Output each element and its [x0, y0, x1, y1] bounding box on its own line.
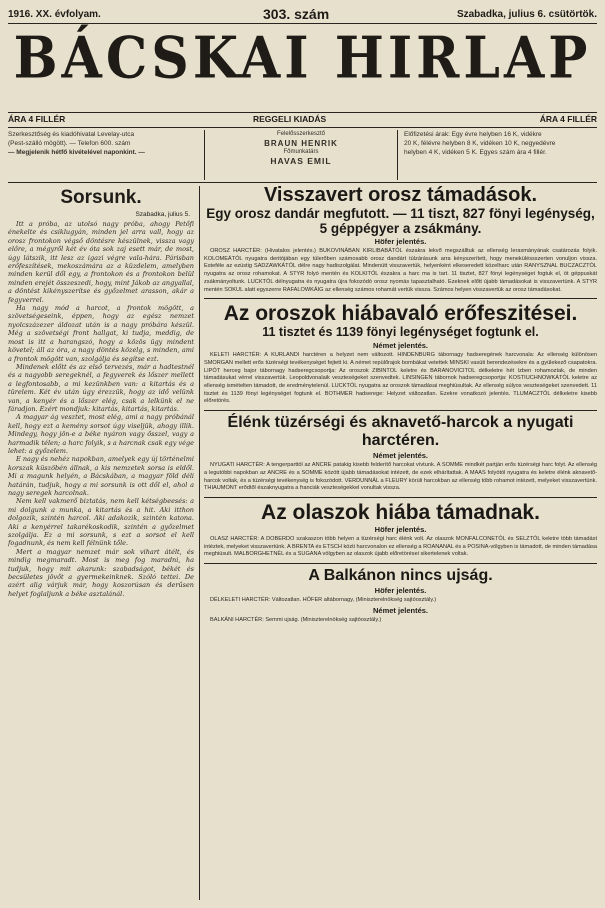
editorial-paragraph: Itt a próba, az utolsó nagy próba, ahogy Petőfi énekelte és csiklugyán, minden jel arra vall, hogy az orosz frontokon végső döntésre készülnek, vissza vagy előre, a mégyről két év óta sok zaj esett már, de most, úgy látszik, itt lesz az igazi végre vala-hára. Párisban erőfeszítések, mekoszámára az a küzdelem, amelyben minden kerül dől egy, a frontokon és a frontokon belül minden erejét összeszedi, hogy, mint Jákob az angyallal, a döntést kikényszerítse és győzelmet arasson, akár a fegyverrel.: [8, 220, 194, 304]
coworker-label: Főmunkatárs: [283, 149, 319, 155]
report-source: Német jelentés.: [372, 605, 429, 615]
report-text: KELETI HARCTÉR: A KURLANDI harctéren a helyzet nem változott. HINDENBURG tábornagy hadseregének harcvonala: Az ellenség különösen SMORGAN mellett erős tüzérségi tevékenységet fejtett ki. A német repülőrajok bombákat vetettek MINSKI vasúti berendezésekre és a gyülekező csapatokra. LIPÓT herceg bajor tábornagy hadseregcsoportja: Az oroszok ZIBINTOL keletre és BARANOVICITOL délkeletre hét ízben rohamoztak, de minden támadásukat vérrel visszavertük. Leopoldvonalaik veszteségeket szenvedtek. LINSINGEN tábornok hadseregcsoportja: KOSTIUCHNOWKÁTÓL keletre az ellenség ismételten támadott, de eredménytelenül. LUCKTÓL nyugatra az oroszok támadásai meghiúsultak. Az ellenség súlyos veszteségeket szenvedett. 11 tisztet és 1139 fönyi legénységet fogtunk el. BOTHMER hadserege: Helyzet változatlan. Ezekre vonatkozó jelentés. TLUMACZTÓL délkeletre kisebb előretörés.: [204, 352, 597, 405]
edition-label: REGGELI KIADÁS: [253, 114, 327, 124]
editorial-paragraph: Ha nagy mód a harcot, a frontok mögött, a szövetségeseink, éppen, hogy az egész nemzet nyolcszázezer áldozat után is a nagy próbára készül. Még a szövetségi front hallgat, ki tudja, meddig, de most is itt a harangszó, hogy a közös ügy mindent követel; áll az óra, a nagy döntés közelg, s minden, ami a frontok mögött van, szolgálja és segítse ezt.: [8, 304, 194, 363]
editorial-paragraph: Mert a magyar nemzet már sok vihart átélt, és mindig megmaradt. Most is meg fog maradni, ha tudjuk, hogy mit akarunk: szabadságot, békét és becsületes jövőt a gyermekeinknek. Szóló tettei. De azért alig várjuk már, hogy koszorúsan és derűsen helyet foglaljunk a béke asztalánál.: [8, 547, 194, 598]
editorial-paragraph: E nagy és nehéz napokban, amelyek egy új történelmi korszak küszöbén állnak, a kis nemzetek sorsa is eldől. Mi a magunk helyén, a Bácskában, a magyar föld déli határán, tudjuk, hogy a mi sorsunk is ott dől el, ahol a nagy seregek harcolnak.: [8, 455, 194, 497]
report-source: Német jelentés.: [372, 341, 429, 351]
editor-info: [204, 130, 398, 180]
subscription-line: Előfizetési árak: Egy évre helyben 16 K, vidékre: [404, 131, 542, 138]
divider: [204, 497, 597, 498]
subscription-line: helyben 4 K, vidéken 5 K. Egyes szám ára 4 fillér.: [404, 149, 547, 156]
headline-western-front: Élénk tüzérségi és aknavető-harcok a nyugati harctéren.: [227, 414, 574, 450]
report-text: DÉLKELETI HARCTÉR: Változatlan. HÖFER altábornagy, (Miniszterelnökség sajtóosztály.): [210, 597, 437, 604]
editorial-paragraph: Mindenek előtt és az első tervezés, már a hadtestnél és a nagyobb seregeknél, a fegyverek és lőszer mellett a legfontosabb, a mi kezünkben van: a kitartás és a türelem. Két év után úgy érezzük, hogy az idő velünk van, a kenyér és a lőszer elég, csak a lelkünk el ne fáradjon. Ezért mondjuk: kitartás, kitartás, kitartás.: [8, 362, 194, 413]
issue-number: 303. szám: [263, 6, 330, 22]
divider: [8, 112, 597, 113]
report-source: Höfer jelentés.: [374, 524, 427, 534]
coworker-name: HAVAS EMIL: [270, 156, 332, 166]
year-volume: 1916. XX. évfolyam.: [8, 9, 101, 20]
divider: [204, 410, 597, 411]
headline-balkans: A Balkánon nincs ujság.: [308, 567, 493, 585]
headline-russian-efforts: Az oroszok hiábavaló erőfeszitései.: [223, 302, 578, 326]
report-text: BALKÁNI HARCTÉR: Semmi ujság. (Miniszterelnökség sajtóosztály.): [210, 616, 382, 623]
report-text: OLASZ HARCTÉR: A DOBERDO szakaszon több helyen a tüzérségi harc élénk volt. Az olaszok MONFALCONETÓL és SELZTÓL keletre több támadást intéztek, melyeket visszavertünk. A BRENTA és ETSCH közti harcvonalon ez ellenség a ROANANAL és a POSINA-völgyben is támadott, de minden támadása meghiúsult. MALBORGHETNÉL és a SUGANA völgyben az olaszok újabb előretörései sikertelenek voltak.: [204, 535, 597, 558]
editorial-title: Sorsunk.: [60, 187, 142, 208]
editorial-paragraph: A magyar ág vesztet, most elég, ami a nagy próbánál kell, hogy ezt a kemény sorsot úgy viseljük, ahogy illik. Mindegy, hogy jön-e a béke nyáron vagy ősszel, vagy a harmadik télen; a harc folyik, s a harcnak csak egy vége lehet: a győzelem.: [8, 413, 194, 455]
report-source: Német jelentés.: [372, 451, 429, 461]
headline-russian-attacks: Visszavert orosz támadások.: [263, 184, 538, 206]
office-line: Szerkesztőség és kiadóhivatal Levelay-utca: [8, 131, 135, 138]
editorial-column: [8, 186, 194, 902]
subscription-info: [404, 130, 597, 180]
masthead-bar: [8, 114, 597, 126]
editorial-paragraph: Nem kell vakmerő biztatás, nem kell kétségbeesés: a mi dolgunk a munka, a kitartás és a hit. Aki itthon dolgozik, szintén harcol. Aki adakozik, szintén katona. Aki a kenyérrel takarékoskodik, szintén a győzelmet szolgálja. Ez a mi sorsunk, s ezt a sorsot el kell fogadnunk, és nem kell félnünk tőle.: [8, 497, 194, 548]
report-text: NYUGATI HARCTÉR: A tengerparttól az ANCRE patakig kisebb felderítő harcokat vívtunk. A SOMME mindkét partján erős tüzérségi harc folyt. Az ellenség a legutóbbi napokban az ANCRE és a SOMME között újabb támadásokat intézett, de ezek elhárítattak. A MAAS folyótól nyugatra és keletre élénk aknavető-harcok voltak, és a tüzérségi tevékenység is fokozódott. VERDUNNÁL a FLEURY körüli harcokban az ellenség több rohamot intézett, melyeket visszavertünk. THIAUMONT erődtől északnyugatra a franciák veszteségekkel vonultak vissza.: [204, 462, 597, 492]
headline-italian-attacks: Az olaszok hiába támadnak.: [261, 500, 540, 524]
editorial-dateline: Szabadka, julius 5.: [135, 211, 190, 218]
report-source: Höfer jelentés.: [374, 586, 427, 596]
divider: [8, 182, 597, 183]
divider: [204, 563, 597, 564]
office-line: — Megjelenik hétfő kivételével naponkint. —: [8, 149, 145, 156]
price-right: ÁRA 4 FILLÉR: [539, 114, 597, 124]
war-news-column: [204, 184, 597, 902]
column-separator: [199, 186, 200, 900]
report-text: OROSZ HARCTÉR: (Hivatalos jelentés.) BUKOVINÁBAN KIRLIBABÁTÓL északra lekvő megszálltuk az ellenség leraxmányának csatározás folyik. KOLOMEÁTÓL nyugatra deritójában egy túlerőben számosabb orosz dandárt túlzárásunk arra kényszerített, hogy meneküléssszerten vonuljon vissza. Esteféle az ezüstig SADZAWKÁTÓL délre nagy hadiszolgálat. Mindenütt visszavertük, helyenként elkeseredett közelharc után RANYSZNAL BUCZACZTÓL nyugatra az orosz rohamokat. A STYR folyó mentén és KOLKITÓL északra a harc ma is tart. 11 tisztet, 827 fönyi legénységet fogtuk el, öt géppuskát zsákmányoltunk. LUCKTÓL délnyugatra és nyugatra újra fokozódó orosz nyomás tapasztalható. Ezeknek előtt újabb támadásokat is visszavertünk. A STYR mentén SOKUL alatt egyszerre RAFALOWKÁIG az ellenség számos rohamát vertük vissza. Számos helyen visszavertük az orosz támadásokat.: [204, 248, 597, 293]
editor-name: BRAUN HENRIK: [264, 139, 338, 148]
place-date: Szabadka, julius 6. csütörtök.: [456, 9, 597, 20]
masthead: BÁCSKAI HIRLAP: [13, 24, 592, 92]
price-left: ÁRA 4 FILLÉR: [8, 114, 66, 124]
office-line: (Pest-szálló mögött). — Telefon 600. szám: [8, 140, 131, 147]
editor-label: Felelősszerkesztő: [276, 131, 326, 137]
office-info: [8, 130, 194, 180]
divider: [8, 127, 597, 128]
subscription-line: 20 K, félévre helyben 8 K, vidéken 10 K, negyedévre: [404, 140, 556, 147]
divider: [204, 298, 597, 299]
subheadline-russian-brigade: Egy orosz dandár megfutott. — 11 tiszt, 827 fönyi legénység, 5 géppégyer a zsákmány.: [206, 206, 595, 236]
report-source: Höfer jelentés.: [374, 237, 427, 246]
subheadline-prisoners: 11 tisztet és 1139 fönyi legénységet fogtunk el.: [262, 325, 539, 340]
